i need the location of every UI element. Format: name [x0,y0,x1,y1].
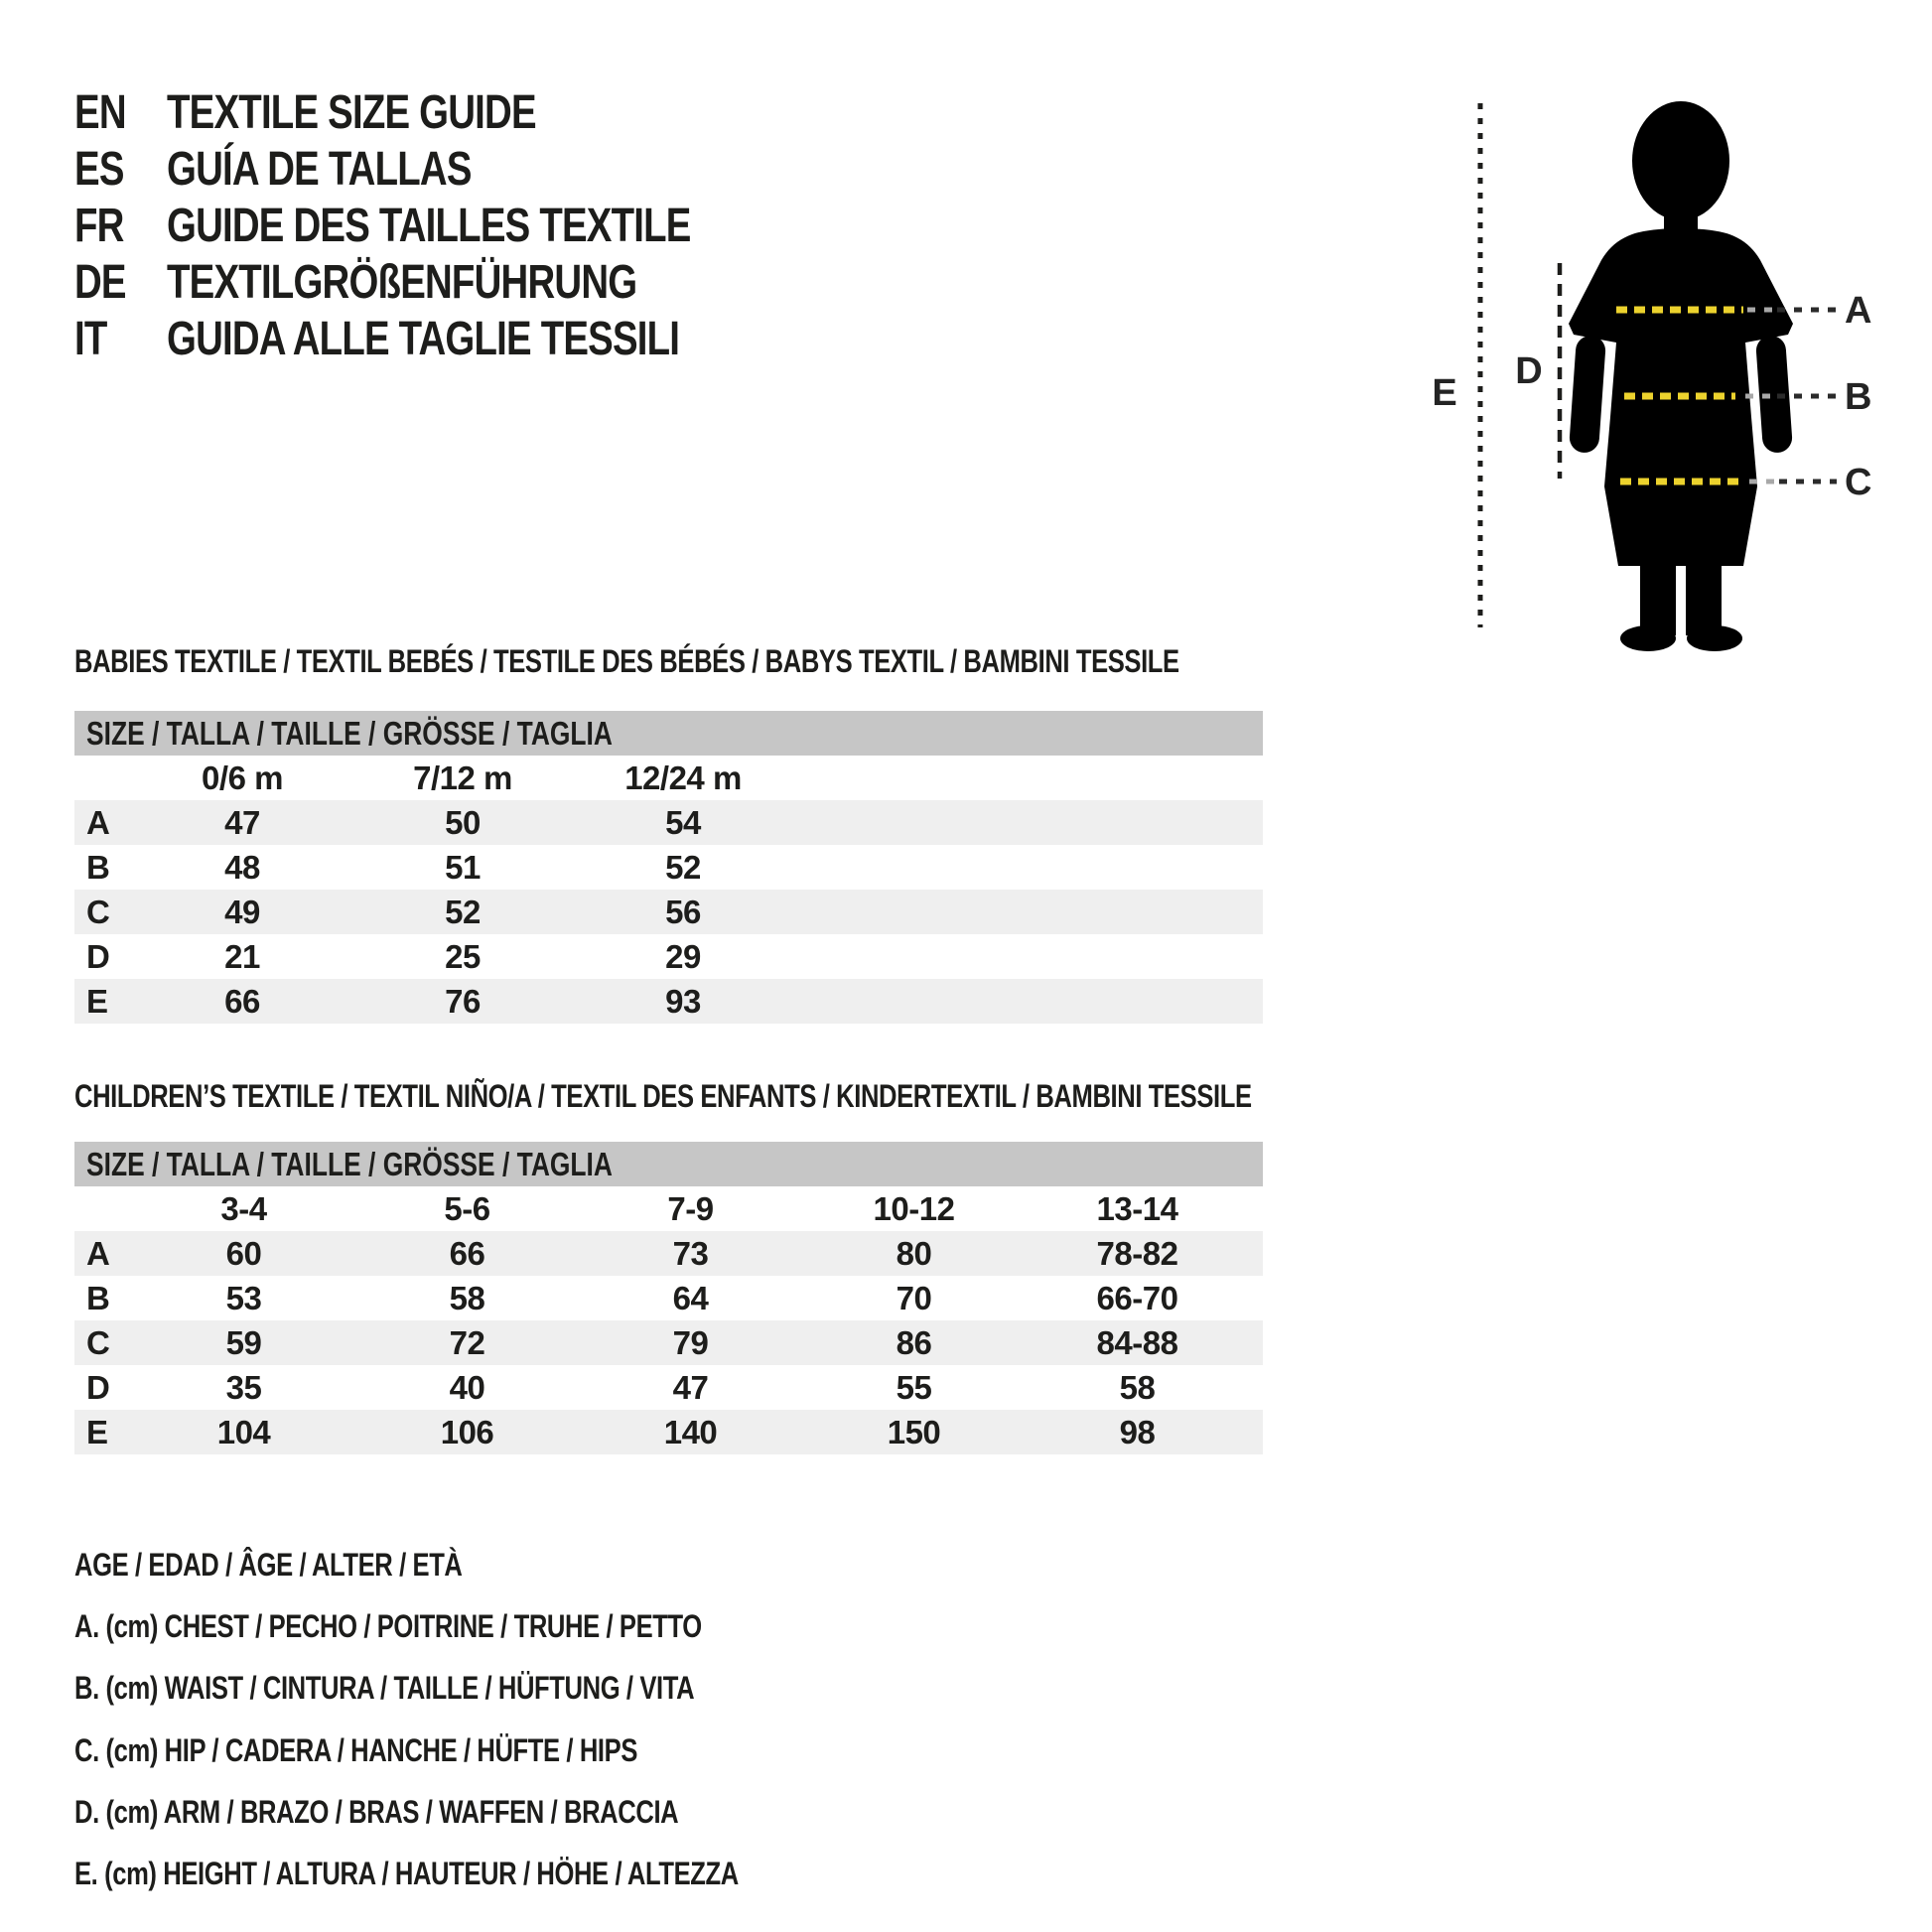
column-header-filler [793,756,1263,800]
table-row [74,934,1263,979]
table-cell: 50 [352,800,573,845]
row-label: D [86,1368,110,1406]
babies-table-column-header-row [74,756,1263,800]
row-label: C [74,890,132,934]
column-header: 0/6 m [132,756,352,800]
table-row [74,1410,1263,1454]
legend-hip-line: C. (cm) HIP / CADERA / HANCHE / HÜFTE / HIPS [74,1732,637,1768]
column-header-filler [1249,1186,1263,1231]
table-cell: 66 [132,979,352,1024]
column-header-spacer [74,756,132,800]
table-cell: 72 [355,1320,579,1365]
row-label: B [86,848,110,886]
table-row [74,845,1263,890]
lang-title-en: TEXTILE SIZE GUIDE [167,86,536,139]
babies-size-table [74,711,1263,1024]
table-cell: 59 [132,1320,355,1365]
children-table-header-bar [74,1142,1263,1186]
table-cell-filler [793,890,1263,934]
lang-row-es [74,144,547,196]
table-cell: 70 [896,1279,932,1316]
table-cell: 35 [225,1368,262,1406]
lang-title-fr: GUIDE DES TAILLES TEXTILE [167,200,691,252]
table-cell: 29 [665,937,701,975]
measure-label-e: E [1432,372,1457,414]
children-table-header-text: SIZE / TALLA / TAILLE / GRÖSSE / TAGLIA [86,1146,613,1182]
table-cell: 56 [573,890,793,934]
lang-title-de: TEXTILGRÖßENFÜHRUNG [167,256,637,309]
lang-row-de [74,257,755,309]
table-cell: 58 [449,1279,485,1316]
lang-code-en: EN [74,86,126,139]
table-cell: 106 [355,1410,579,1454]
table-row [74,890,1263,934]
children-table [74,1186,1263,1454]
children-section-heading: CHILDREN’S TEXTILE / TEXTIL NIÑO/A / TEXTIL DES ENFANTS / KINDERTEXTIL / BAMBINI TESSILE [74,1078,1252,1114]
table-cell: 78-82 [1026,1231,1249,1276]
table-cell: 150 [802,1410,1026,1454]
table-cell-filler [793,979,1263,1024]
column-header: 5-6 [355,1186,579,1231]
row-label: A [74,800,132,845]
table-cell: 64 [672,1279,709,1316]
table-cell: 51 [445,848,481,886]
legend-arm-line: D. (cm) ARM / BRAZO / BRAS / WAFFEN / BRACCIA [74,1794,679,1830]
table-row [74,1276,1263,1320]
table-cell: 25 [445,937,481,975]
table-cell-filler [1249,1410,1263,1454]
column-header: 3-4 [132,1186,355,1231]
table-cell: 104 [132,1410,355,1454]
table-cell: 52 [665,848,701,886]
legend-age-line: AGE / EDAD / ÂGE / ALTER / ETÀ [74,1547,463,1583]
table-cell-filler [1249,1365,1263,1410]
table-cell: 79 [579,1320,802,1365]
lang-row-en [74,87,628,139]
lang-title-es: GUÍA DE TALLAS [167,143,472,196]
table-cell: 66-70 [1096,1279,1178,1316]
table-cell: 48 [224,848,260,886]
table-cell-filler [793,845,1263,890]
column-header: 10-12 [802,1186,1026,1231]
measurement-figure [1430,89,1932,655]
babies-table [74,756,1263,1024]
column-header: 7/12 m [352,756,573,800]
table-row [74,1320,1263,1365]
children-table-column-header-row [74,1186,1263,1231]
table-cell: 140 [579,1410,802,1454]
lang-row-it [74,314,807,365]
measure-label-c: C [1845,462,1872,503]
lang-title-it: GUIDA ALLE TAGLIE TESSILI [167,313,680,365]
row-label: E [74,979,132,1024]
table-row [74,1365,1263,1410]
measure-label-b: B [1845,376,1872,418]
lang-code-es: ES [74,143,124,196]
child-silhouette-image [1569,101,1793,651]
table-cell: 47 [132,800,352,845]
table-cell: 80 [802,1231,1026,1276]
table-cell: 93 [573,979,793,1024]
table-cell: 86 [802,1320,1026,1365]
babies-table-header-bar [74,711,1263,756]
table-cell: 55 [896,1368,932,1406]
table-row [74,800,1263,845]
table-cell: 47 [672,1368,709,1406]
table-cell: 98 [1026,1410,1249,1454]
table-cell: 58 [1119,1368,1156,1406]
table-row [74,1231,1263,1276]
table-cell: 53 [225,1279,262,1316]
legend-chest-line: A. (cm) CHEST / PECHO / POITRINE / TRUHE / PETTO [74,1608,702,1644]
table-cell: 73 [579,1231,802,1276]
table-cell-filler [793,800,1263,845]
table-cell: 84-88 [1026,1320,1249,1365]
column-header: 12/24 m [573,756,793,800]
table-row [74,979,1263,1024]
row-label: E [74,1410,132,1454]
row-label: B [86,1279,110,1316]
table-cell-filler [793,934,1263,979]
lang-code-fr: FR [74,200,124,252]
lang-row-fr [74,201,822,252]
lang-code-de: DE [74,256,126,309]
babies-section-heading: BABIES TEXTILE / TEXTIL BEBÉS / TESTILE DES BÉBÉS / BABYS TEXTIL / BAMBINI TESSILE [74,643,1179,679]
table-cell: 21 [224,937,260,975]
children-size-table [74,1142,1263,1454]
row-label: C [74,1320,132,1365]
lang-code-it: IT [74,313,107,365]
table-cell-filler [1249,1320,1263,1365]
column-header-spacer [74,1186,132,1231]
legend-height-line: E. (cm) HEIGHT / ALTURA / HAUTEUR / HÖHE / ALTEZZA [74,1856,739,1891]
row-label: A [74,1231,132,1276]
row-label: D [86,937,110,975]
measure-label-d: D [1515,350,1543,392]
table-cell-filler [1249,1276,1263,1320]
table-cell: 54 [573,800,793,845]
table-cell: 76 [352,979,573,1024]
measure-label-a: A [1845,290,1872,332]
table-cell: 52 [352,890,573,934]
column-header: 13-14 [1026,1186,1249,1231]
babies-table-header-text: SIZE / TALLA / TAILLE / GRÖSSE / TAGLIA [86,715,613,752]
table-cell: 60 [132,1231,355,1276]
table-cell: 49 [132,890,352,934]
table-cell: 66 [355,1231,579,1276]
legend-waist-line: B. (cm) WAIST / CINTURA / TAILLE / HÜFTUNG / VITA [74,1670,695,1706]
table-cell: 40 [449,1368,485,1406]
table-cell-filler [1249,1231,1263,1276]
column-header: 7-9 [579,1186,802,1231]
